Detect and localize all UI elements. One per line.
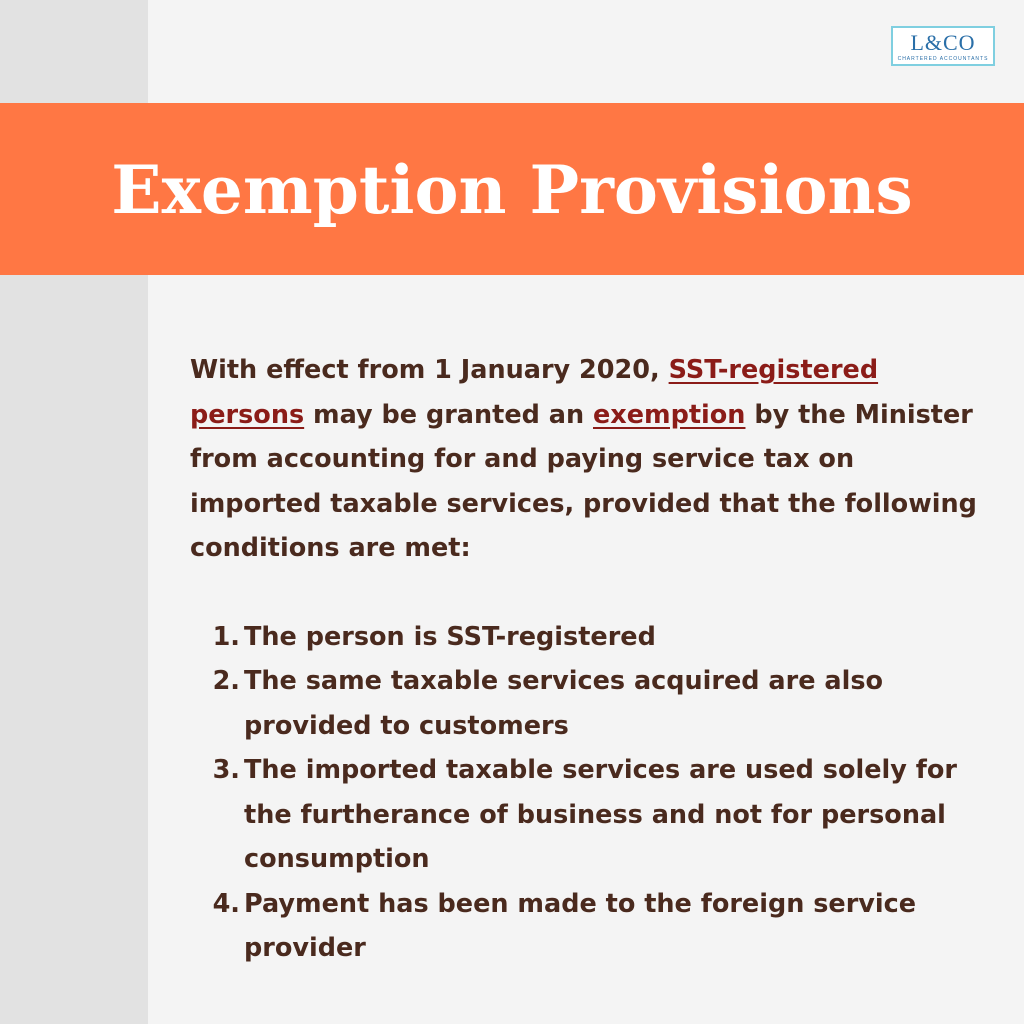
conditions-list: [190, 615, 990, 971]
list-item: [190, 748, 990, 882]
list-item-number: 2.: [212, 666, 240, 696]
list-item: [190, 882, 990, 971]
sst-registered-persons-link: SST-registered persons: [190, 355, 879, 430]
list-item: [190, 615, 990, 660]
list-item-text: The person is SST-registered: [244, 621, 656, 652]
intro-text-1: With effect from 1 January 2020,: [190, 355, 669, 385]
list-item-number: 1.: [212, 621, 240, 652]
intro-text-2: may be granted an: [304, 399, 593, 430]
exemption-link: exemption: [593, 399, 746, 430]
list-item-text: Payment has been made to the foreign service provider: [244, 888, 917, 963]
list-item: [190, 659, 990, 748]
list-item-number: 4.: [212, 888, 240, 919]
company-logo: [891, 26, 995, 66]
intro-paragraph: [190, 348, 990, 571]
list-item-text: The same taxable services acquired are also provided to customers: [244, 666, 884, 741]
page-title: Exemption Provisions: [111, 151, 913, 229]
main-content: [190, 348, 990, 971]
list-item-number: 3.: [212, 755, 240, 785]
logo-mark: L&CO: [910, 30, 976, 55]
logo-subtitle: CHARTERED ACCOUNTANTS: [897, 56, 989, 62]
list-item-text: The imported taxable services are used solely for the furtherance of business and not for personal consumption: [244, 755, 957, 874]
intro-text-3: by the Minister from accounting for and paying service tax on imported taxable services, provided that the following conditions are met:: [190, 399, 977, 563]
